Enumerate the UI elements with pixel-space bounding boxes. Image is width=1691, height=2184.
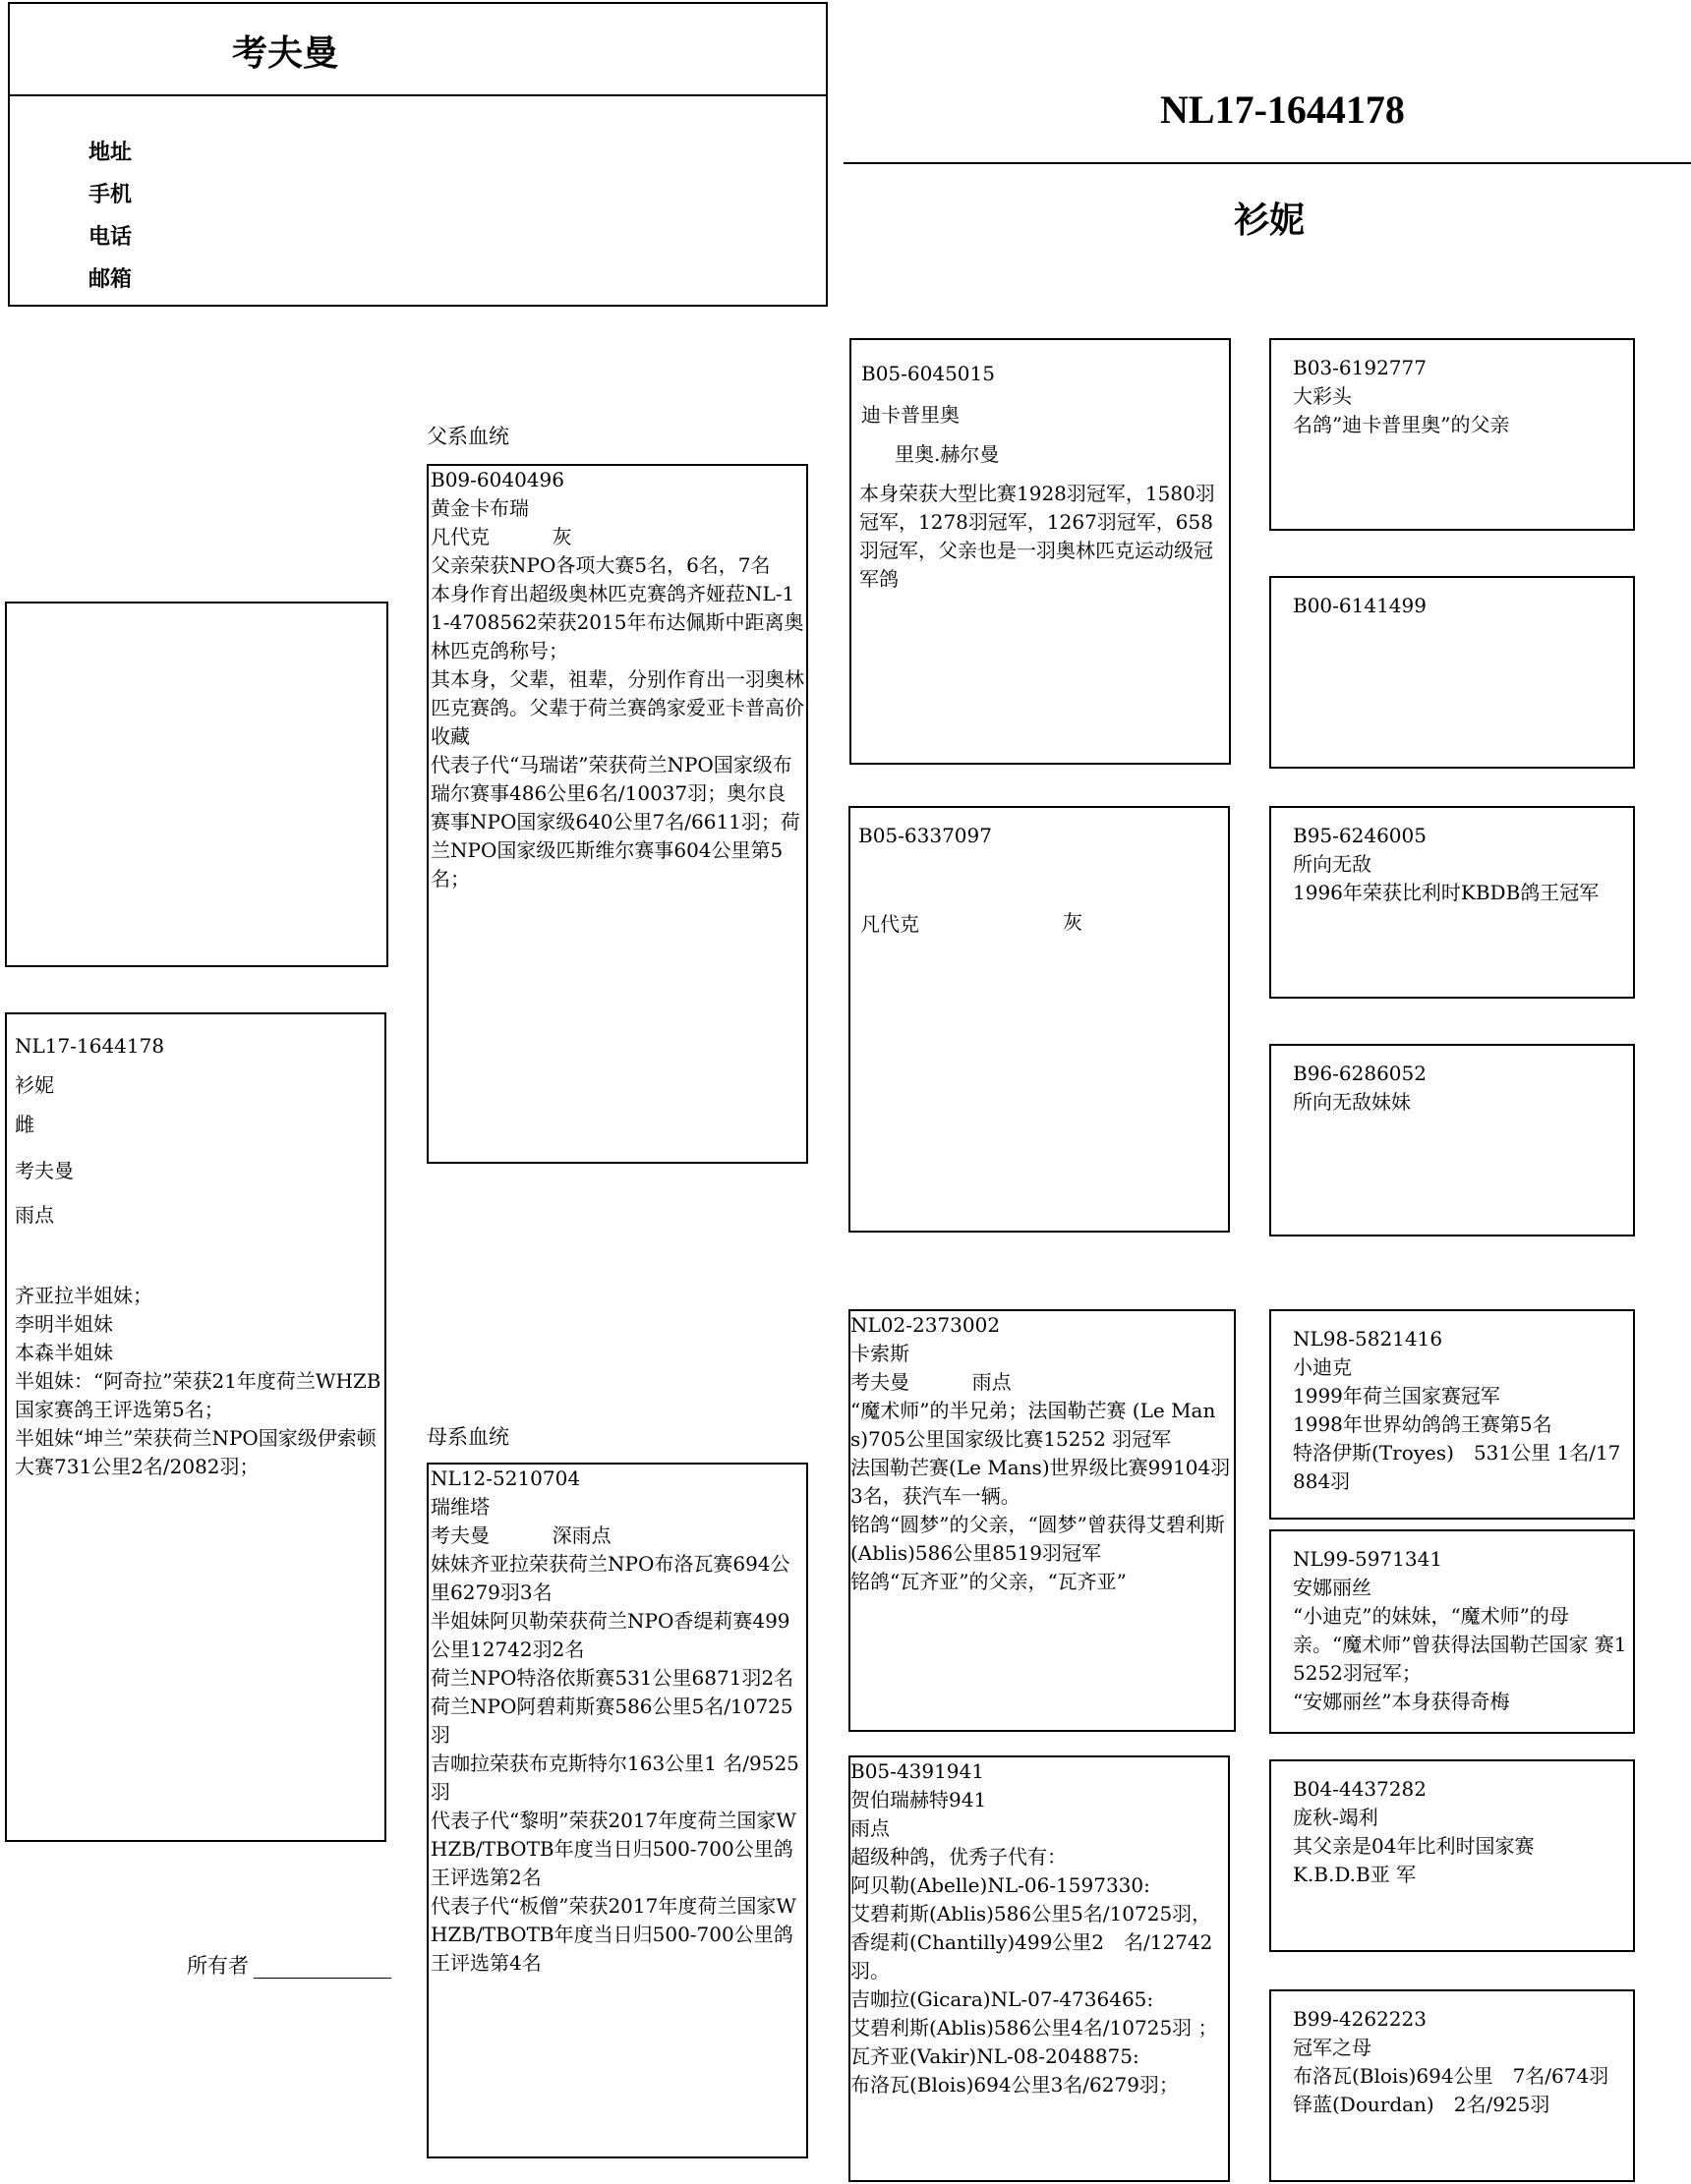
sire-breeder-color: 凡代克 灰 — [431, 525, 572, 548]
subject-ring: NL17-1644178 — [15, 1034, 165, 1058]
photo-frame — [5, 602, 388, 967]
subject-breeder: 考夫曼 — [15, 1159, 74, 1182]
subject-sex: 雌 — [15, 1113, 34, 1136]
owner-card-divider — [10, 94, 826, 96]
header-divider — [844, 162, 1691, 164]
subject-color: 雨点 — [15, 1203, 54, 1227]
owner-signature-label: 所有者 — [187, 1954, 249, 1978]
great-grandparent-card — [1269, 1044, 1635, 1236]
granddam-maternal-card — [848, 1755, 1230, 2182]
granddam-paternal-breeder: 凡代克 — [860, 912, 919, 936]
grandsire-paternal-name: 迪卡普里奥 — [861, 403, 960, 427]
subject-name: 衫妮 — [15, 1073, 54, 1097]
owner-name: 考夫曼 — [231, 33, 338, 74]
grandsire-maternal-achievements: “魔术师”的半兄弟；法国勒芒赛 (Le Mans)705公里国家级比赛15252 羽冠军 法国勒芒赛(Le Mans)世界级比赛99104羽3名，获汽车一辆。 铭鸽“圆梦”的父亲，“圆梦”曾获得艾碧利斯(Ablis)586公里8519羽冠军 铭鸽“瓦齐亚”的父亲，“瓦齐亚” — [850, 1399, 1231, 1593]
great-grandparent-text: B00-6141499 — [1293, 594, 1427, 617]
granddam-maternal-ring: B05-4391941 — [850, 1759, 984, 1783]
great-grandparent-card — [1269, 338, 1635, 531]
great-grandparent-text: B95-6246005 所向无敌 1996年荣获比利时KBDB鸽王冠军 — [1293, 824, 1600, 904]
great-grandparent-text: NL98-5821416 小迪克 1999年荷兰国家赛冠军 1998年世界幼鸽鸽王赛第5名 特洛伊斯(Troyes) 531公里 1名/17884羽 — [1293, 1327, 1621, 1493]
owner-field-address: 地址 — [88, 141, 133, 165]
grandsire-paternal-achievements: 本身荣获大型比赛1928羽冠军，1580羽冠军，1278羽冠军，1267羽冠军，658羽冠军，父亲也是一羽奥林匹克运动级冠军鸽 — [859, 482, 1215, 591]
granddam-maternal-color: 雨点 — [850, 1816, 890, 1840]
sire-card — [427, 464, 808, 1164]
header-ring-number: NL17-1644178 — [1160, 87, 1405, 132]
grandsire-paternal-breeder: 里奥.赫尔曼 — [895, 442, 1000, 466]
grandsire-maternal-breeder-color: 考夫曼 雨点 — [850, 1370, 1012, 1394]
great-grandparent-card — [1269, 1529, 1635, 1734]
sire-achievements: 父亲荣获NPO各项大赛5名，6名，7名 本身作育出超级奥林匹克赛鸽齐娅菈NL-11-4708562荣获2015年布达佩斯中距离奥林匹克鸽称号； 其本身，父辈，祖辈，分别作育出一羽奥林匹克赛鸽。父辈于荷兰赛鸽家爱亚卡普高价收藏 代表子代“马瑞诺”荣获荷兰NPO国家级布瑞尔赛事486公里6名/10037羽；奥尔良赛事NPO国家级640公里7名/6611羽；荷兰NPO国家级匹斯维尔赛事604公里第5名； — [431, 553, 804, 891]
grandsire-maternal-name: 卡索斯 — [850, 1342, 909, 1365]
dam-achievements: 妹妹齐亚拉荣获荷兰NPO布洛瓦赛694公里6279羽3名 半姐妹阿贝勒荣获荷兰NPO香缇莉赛499公里12742羽2名 荷兰NPO特洛依斯赛531公里6871羽2名 荷兰NPO阿碧莉斯赛586公里5名/10725羽 吉咖拉荣获布克斯特尔163公里1 名/9525羽 代表子代“黎明”荣获2017年度荷兰国家WHZB/TBOTB年度当日归500-700公里鸽王评选第2名 代表子代“板僧”荣获2017年度荷兰国家WHZB/TBOTB年度当日归500-700公里鸽王评选第4名 — [431, 1552, 799, 1975]
dam-name: 瑞维塔 — [431, 1495, 490, 1519]
great-grandparent-card — [1269, 1989, 1635, 2182]
dam-breeder-color: 考夫曼 深雨点 — [431, 1523, 612, 1547]
grandsire-maternal-card — [848, 1309, 1236, 1732]
subject-card — [5, 1012, 386, 1842]
granddam-maternal-achievements: 超级种鸽，优秀子代有： 阿贝勒(Abelle)NL-06-1597330: 艾碧莉斯(Ablis)586公里5名/10725羽，香缇莉(Chantilly)499公里2 名/12742羽。 吉咖拉(Gicara)NL-07-4736465: 艾碧利斯(Ablis)586公里4名/10725羽 ； 瓦齐亚(Vakir)NL-08-2048875: 布洛瓦(Blois)694公里3名/6279羽； — [850, 1845, 1218, 2097]
owner-field-email: 邮箱 — [88, 267, 133, 292]
great-grandparent-card — [1269, 1759, 1635, 1952]
owner-field-mobile: 手机 — [88, 183, 133, 207]
great-grandparent-card — [1269, 806, 1635, 999]
great-grandparent-text: B96-6286052 所向无敌妹妹 — [1293, 1062, 1427, 1114]
dam-section-label: 母系血统 — [427, 1425, 509, 1449]
grandsire-paternal-card — [849, 338, 1231, 765]
great-grandparent-card — [1269, 576, 1635, 769]
owner-field-phone: 电话 — [88, 225, 133, 250]
owner-signature-line — [254, 1978, 391, 1979]
great-grandparent-text: B04-4437282 庞秋-竭利 其父亲是04年比利时国家赛 K.B.D.B亚 军 — [1293, 1777, 1535, 1886]
dam-card — [427, 1463, 808, 2158]
great-grandparent-text: B99-4262223 冠军之母 布洛瓦(Blois)694公里 7名/674羽 铎蓝(Dourdan) 2名/925羽 — [1293, 2007, 1609, 2116]
great-grandparent-text: B03-6192777 大彩头 名鸽”迪卡普里奥”的父亲 — [1293, 356, 1510, 436]
sire-name: 黄金卡布瑞 — [431, 496, 529, 520]
great-grandparent-text: NL99-5971341 安娜丽丝 “小迪克”的妹妹，“魔术师”的母 亲。“魔术师”曾获得法国勒芒国家 赛15252羽冠军； “安娜丽丝”本身获得奇梅 — [1293, 1547, 1627, 1713]
header-pigeon-name: 衫妮 — [1234, 201, 1306, 241]
great-grandparent-card — [1269, 1309, 1635, 1520]
granddam-paternal-color: 灰 — [1063, 910, 1082, 934]
sire-section-label: 父系血统 — [427, 425, 509, 448]
grandsire-paternal-ring: B05-6045015 — [861, 362, 995, 385]
grandsire-maternal-ring: NL02-2373002 — [850, 1313, 1001, 1337]
granddam-maternal-name: 贺伯瑞赫特941 — [850, 1788, 987, 1811]
dam-ring: NL12-5210704 — [431, 1466, 581, 1490]
subject-notes: 齐亚拉半姐妹； 李明半姐妹 本森半姐妹 半姐妹：“阿奇拉”荣获21年度荷兰WHZB国家赛鸽王评选第5名； 半姐妹“坤兰”荣获荷兰NPO国家级伊索顿大赛731公里2名/2082羽； — [15, 1284, 381, 1478]
granddam-paternal-ring: B05-6337097 — [858, 824, 992, 847]
granddam-paternal-card — [848, 806, 1230, 1233]
owner-card — [8, 2, 828, 307]
sire-ring: B09-6040496 — [431, 468, 564, 491]
